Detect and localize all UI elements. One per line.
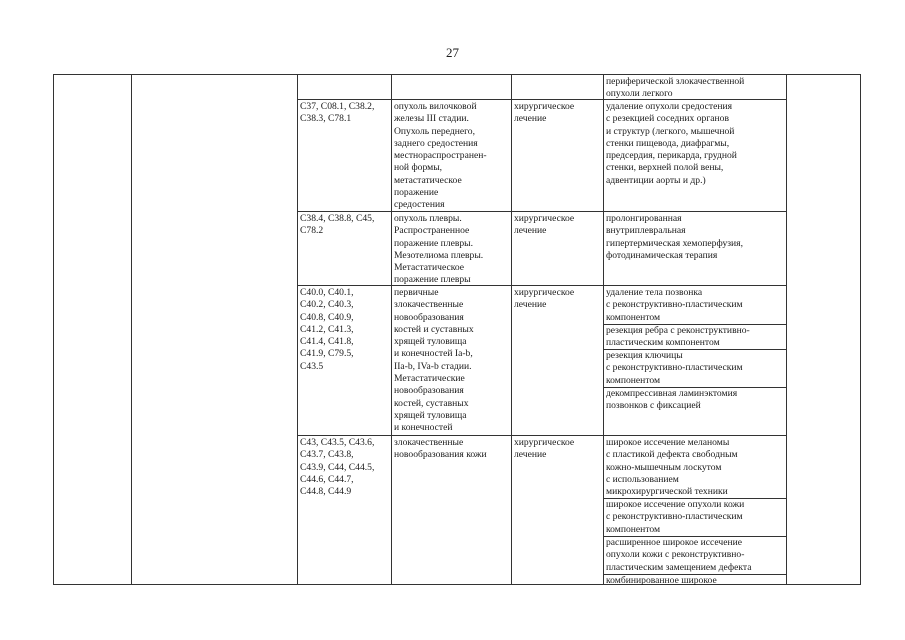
column-divider [786, 75, 787, 584]
icd-codes-cell: C43, C43.5, C43.6, C43.7, C43.8, C43.9, C44, C44.5, C44.6, C44.7, C44.8, C44.9 [300, 437, 375, 498]
method-cell: удаление тела позвонка с реконструктивно-пластическим компонентом [606, 287, 743, 323]
icd-codes-cell: C37, C08.1, C38.2, C38.3, C78.1 [300, 101, 375, 125]
column-divider [391, 75, 392, 584]
treatment-type-cell: хирургическое лечение [514, 213, 575, 237]
medical-table [53, 74, 861, 585]
method-cell: широкое иссечение опухоли кожи с реконструктивно-пластическим компонентом [606, 499, 745, 535]
patient-model-cell: опухоль плевры. Распространенное поражение плевры. Мезотелиома плевры. Метастатическое поражение плевры [394, 213, 484, 286]
patient-model-cell: злокачественные новообразования кожи [394, 437, 487, 461]
column-divider [511, 75, 512, 584]
treatment-type-cell: хирургическое лечение [514, 101, 575, 125]
method-cell: резекция ребра с реконструктивно- пластическим компонентом [606, 325, 750, 349]
icd-codes-cell: C40.0, C40.1, C40.2, C40.3, C40.8, C40.9, C41.2, C41.3, C41.4, C41.8, C41.9, C79.5, C43.5 [300, 287, 354, 372]
row-divider [297, 211, 786, 212]
column-divider [297, 75, 298, 584]
method-cell: резекция ключицы с реконструктивно-пластическим компонентом [606, 350, 743, 386]
patient-model-cell: опухоль вилочковой железы III стадии. Опухоль переднего, заднего средостения местнораспространен- ной формы, метастатическое поражение средостения [394, 101, 487, 211]
page-number: 27 [446, 45, 459, 60]
method-cell: декомпрессивная ламинэктомия позвонков с фиксацией [606, 388, 738, 412]
column-divider [131, 75, 132, 584]
treatment-type-cell: хирургическое лечение [514, 437, 575, 461]
method-cell: расширенное широкое иссечение опухоли кожи с реконструктивно- пластическим замещением дефекта [606, 537, 752, 573]
patient-model-cell: первичные злокачественные новообразования костей и суставных хрящей туловища и конечностей Ia-b, IIa-b, IVa-b стадии. Метастатические новообразования костей, суставных хрящей туловища и конечностей [394, 287, 474, 434]
row-divider [297, 285, 786, 286]
method-cell: пролонгированная внутриплевральная гипертермическая хемоперфузия, фотодинамическая терапия [606, 213, 743, 261]
method-cell: периферической злокачественной опухоли легкого [606, 76, 745, 100]
column-divider [603, 75, 604, 584]
method-cell: комбинированное широкое [606, 575, 717, 586]
treatment-type-cell: хирургическое лечение [514, 287, 575, 311]
icd-codes-cell: C38.4, C38.8, C45, C78.2 [300, 213, 375, 237]
method-cell: широкое иссечение меланомы с пластикой дефекта свободным кожно-мышечным лоскутом с использованием микрохирургической техники [606, 437, 738, 498]
method-cell: удаление опухоли средостения с резекцией соседних органов и структур (легкого, мышечной стенки пищевода, диафрагмы, предсердия, перикарда, грудной стенки, верхней полой вены, адвентиции аорты и др.) [606, 101, 737, 186]
row-divider [297, 435, 786, 436]
